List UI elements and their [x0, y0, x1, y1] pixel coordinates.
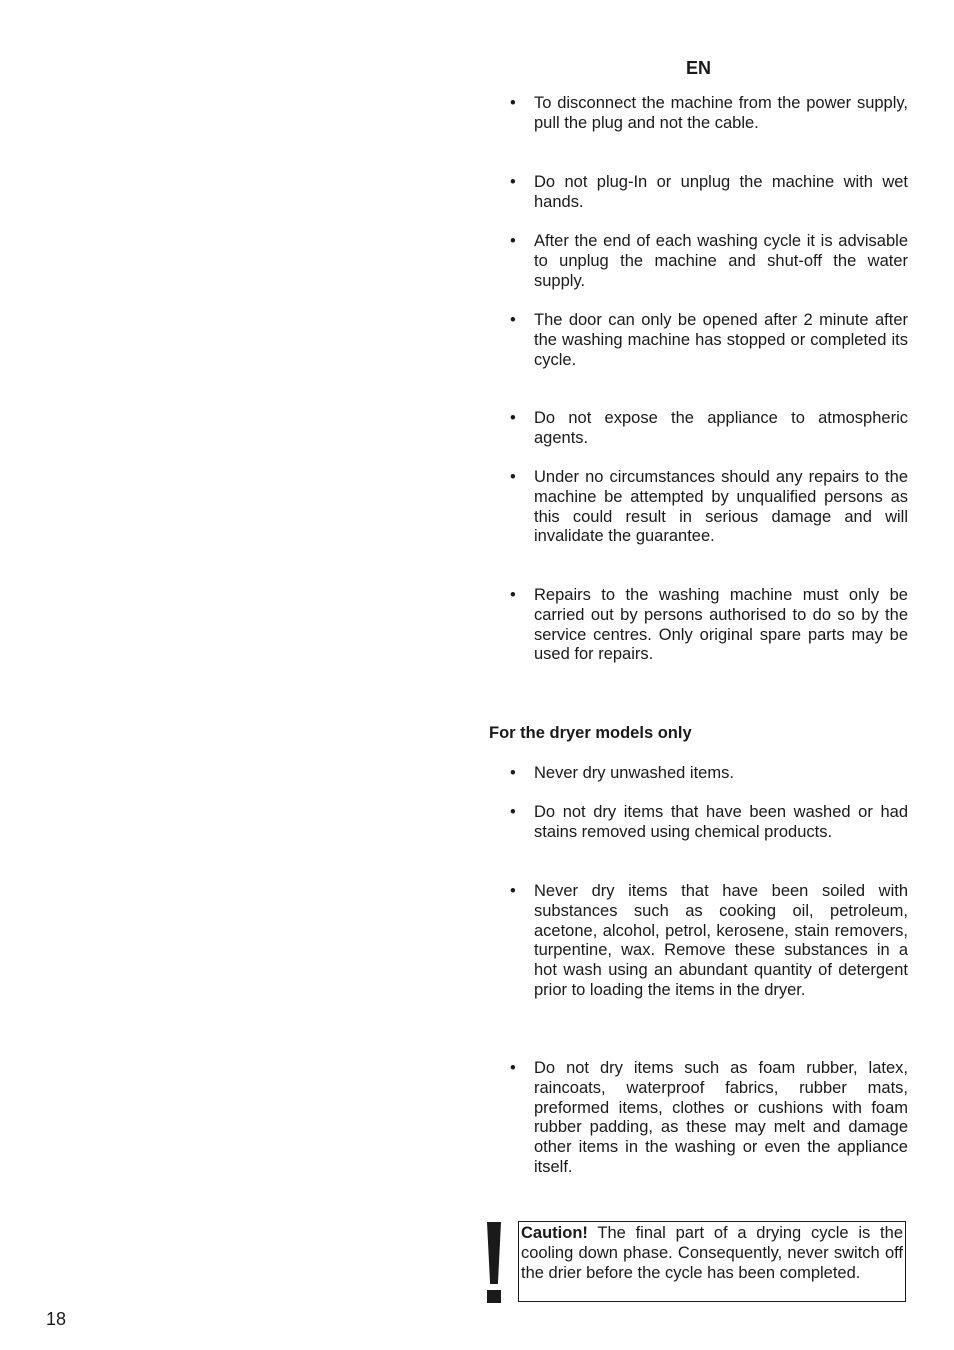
caution-label: Caution!: [521, 1224, 588, 1242]
bullet-icon: •: [510, 882, 516, 900]
caution-text: The final part of a drying cycle is the cooling down phase. Consequently, never switch off the drier before the cycle has been completed.: [521, 1224, 903, 1282]
bullet-icon: •: [510, 94, 516, 112]
list-item-text: Never dry items that have been soiled with substances such as cooking oil, petroleum, acetone, alcohol, petrol, kerosene, stain removers, turpentine, wax. Remove these substances in a hot wash using an abundant quantity of detergent prior to loading the items in the dryer.: [534, 882, 908, 999]
page-number: 18: [46, 1309, 67, 1329]
list-item-text: Do not dry items such as foam rubber, latex, raincoats, waterproof fabrics, rubber mats, preformed items, clothes or cushions with foam rubber padding, as these may melt and damage other items in the washing or even the appliance itself.: [534, 1059, 908, 1176]
list-item-text: Do not dry items that have been washed or had stains removed using chemical products.: [534, 803, 908, 841]
list-item-text: The door can only be opened after 2 minute after the washing machine has stopped or completed its cycle.: [534, 311, 908, 369]
list-item: [510, 882, 908, 1001]
list-item-text: Never dry unwashed items.: [534, 764, 734, 782]
exclamation-icon: [486, 1222, 504, 1304]
caution-box: [518, 1221, 906, 1302]
bullet-icon: •: [510, 803, 516, 821]
list-item: [510, 173, 908, 213]
list-item-text: Do not plug-In or unplug the machine with wet hands.: [534, 173, 908, 211]
list-item: [510, 232, 908, 291]
list-item: [510, 1059, 908, 1178]
list-item-text: Do not expose the appliance to atmospheric agents.: [534, 409, 908, 447]
list-item-text: After the end of each washing cycle it is advisable to unplug the machine and shut-off the water supply.: [534, 232, 908, 290]
bullet-icon: •: [510, 764, 516, 782]
list-item-text: Under no circumstances should any repairs to the machine be attempted by unqualified persons as this could result in serious damage and will invalidate the guarantee.: [534, 468, 908, 546]
list-item-text: To disconnect the machine from the power supply, pull the plug and not the cable.: [534, 94, 908, 132]
language-code: EN: [686, 58, 712, 78]
list-item: [510, 586, 908, 665]
bullet-icon: •: [510, 468, 516, 486]
list-item: [510, 311, 908, 370]
list-item: [510, 764, 908, 784]
bullet-icon: •: [510, 1059, 516, 1077]
bullet-icon: •: [510, 311, 516, 329]
list-item: [510, 94, 908, 134]
bullet-icon: •: [510, 173, 516, 191]
list-item: [510, 468, 908, 547]
bullet-icon: •: [510, 232, 516, 250]
bullet-icon: •: [510, 586, 516, 604]
list-item: [510, 409, 908, 449]
list-item-text: Repairs to the washing machine must only be carried out by persons authorised to do so by the service centres. Only original spare parts may be used for repairs.: [534, 586, 908, 664]
list-item: [510, 803, 908, 843]
section-heading: For the dryer models only: [489, 724, 692, 742]
bullet-icon: •: [510, 409, 516, 427]
